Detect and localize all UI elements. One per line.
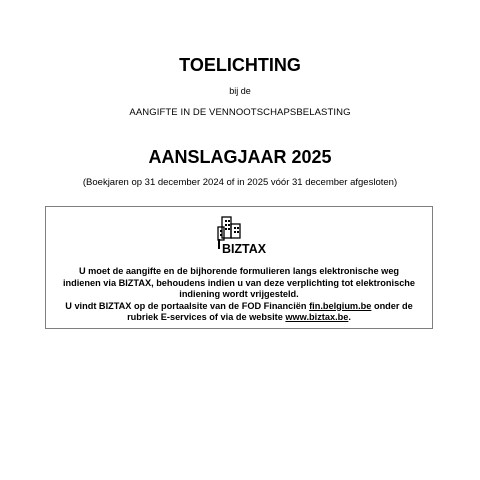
biztax-website-link[interactable]: www.biztax.be bbox=[285, 312, 349, 322]
notice-line-5 bbox=[46, 312, 432, 324]
period-note: (Boekjaren op 31 december 2024 of in 2025 vóór 31 december afgesloten) bbox=[82, 177, 398, 188]
page-title: TOELICHTING bbox=[179, 55, 301, 75]
notice-line-4 bbox=[46, 301, 432, 313]
fin-belgium-link[interactable]: fin.belgium.be bbox=[309, 300, 372, 311]
biztax-logo bbox=[216, 215, 268, 257]
biztax-notice-box bbox=[45, 206, 433, 329]
notice-line-2: indienen via BIZTAX, behoudens indien u van deze verplichting tot elektronische bbox=[62, 277, 416, 288]
notice-line-3: indiening wordt vrijgesteld. bbox=[179, 289, 299, 299]
biztax-logo-text: BIZTAX bbox=[222, 241, 267, 256]
notice-line-5-suffix: . bbox=[348, 312, 351, 322]
notice-line-5-prefix: rubriek E-services of via de website bbox=[127, 312, 283, 322]
notice-line-1: U moet de aangifte en de bijhorende formulieren langs elektronische weg bbox=[78, 266, 400, 276]
notice-line-4-prefix: U vindt BIZTAX op de portaalsite van de FOD Financiën bbox=[65, 300, 307, 311]
notice-text bbox=[46, 266, 432, 324]
subtitle-main: AANGIFTE IN DE VENNOOTSCHAPSBELASTING bbox=[129, 107, 351, 118]
assessment-year-heading: AANSLAGJAAR 2025 bbox=[148, 147, 332, 167]
subtitle-small: bij de bbox=[229, 86, 251, 96]
notice-line-4-suffix: onder de bbox=[373, 300, 413, 311]
